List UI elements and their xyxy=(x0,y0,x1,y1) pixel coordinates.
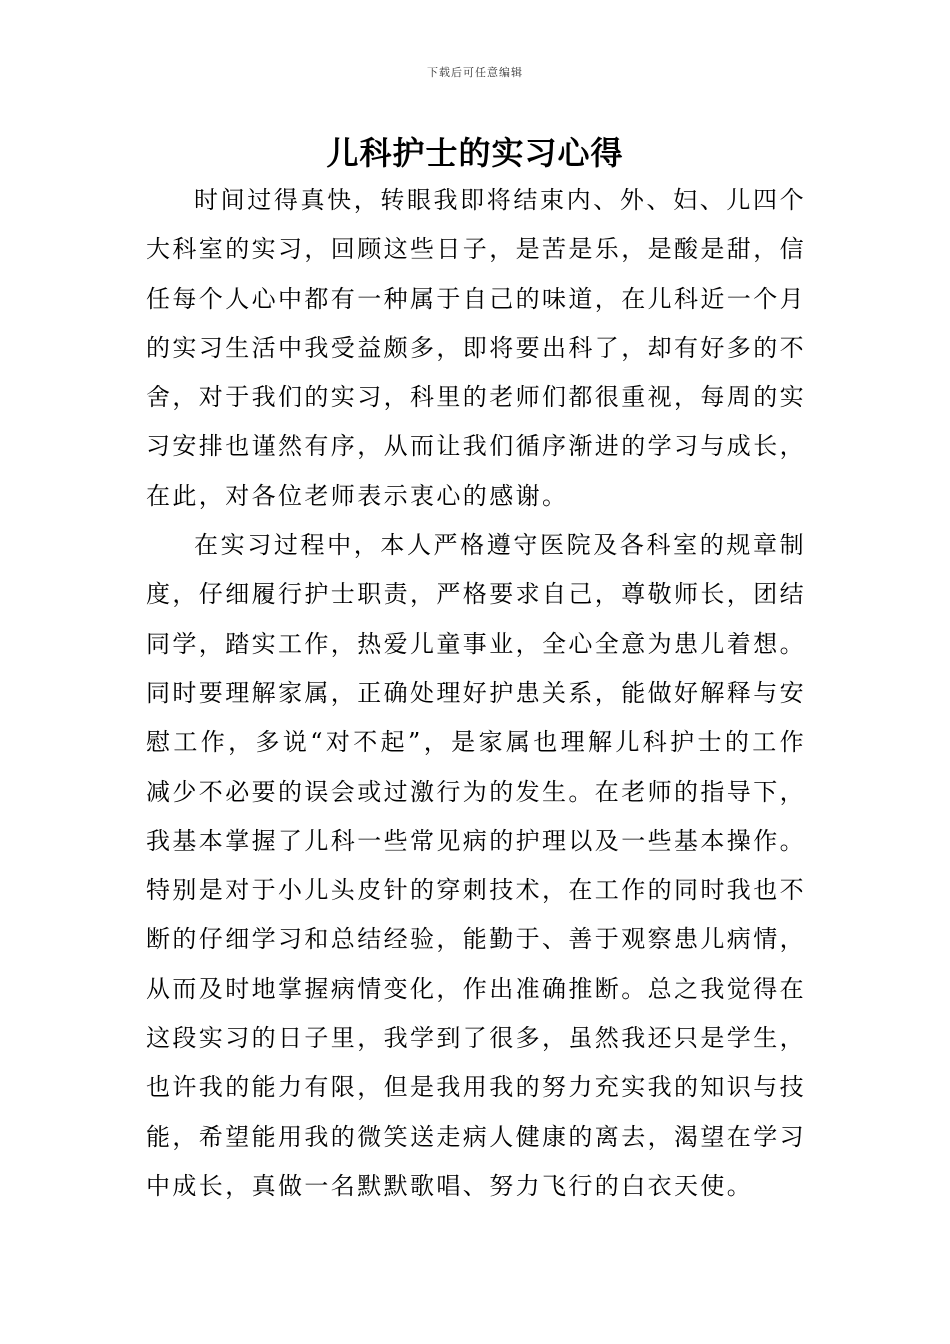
document-title: 儿科护士的实习心得 xyxy=(326,134,624,172)
paragraph-2: 在实习过程中，本人严格遵守医院及各科室的规章制度，仔细履行护士职责，严格要求自己，尊敬师长，团结同学，踏实工作，热爱儿童事业，全心全意为患儿着想。同时要理解家属，正确处理好护患关系，能做好解释与安慰工作，多说“对不起”，是家属也理解儿科护士的工作减少不必要的误会或过激行为的发生。在老师的指导下，我基本掌握了儿科一些常见病的护理以及一些基本操作。特别是对于小儿头皮针的穿刺技术，在工作的同时我也不断的仔细学习和总结经验，能勤于、善于观察患儿病情，从而及时地掌握病情变化，作出准确推断。总之我觉得在这段实习的日子里，我学到了很多，虽然我还只是学生，也许我的能力有限，但是我用我的努力充实我的知识与技能，希望能用我的微笑送走病人健康的离去，渴望在学习中成长，真做一名默默歌唱、努力飞行的白衣天使。 xyxy=(146,531,806,1200)
header-note: 下载后可任意编辑 xyxy=(427,66,523,79)
paragraph-1: 时间过得真快，转眼我即将结束内、外、妇、儿四个大科室的实习，回顾这些日子，是苦是乐，是酸是甜，信任每个人心中都有一种属于自己的味道，在儿科近一个月的实习生活中我受益颇多，即将要出科了，却有好多的不舍，对于我们的实习，科里的老师们都很重视，每周的实习安排也谨然有序，从而让我们循序渐进的学习与成长，在此，对各位老师表示衷心的感谢。 xyxy=(146,186,806,510)
document-body xyxy=(146,176,806,1211)
